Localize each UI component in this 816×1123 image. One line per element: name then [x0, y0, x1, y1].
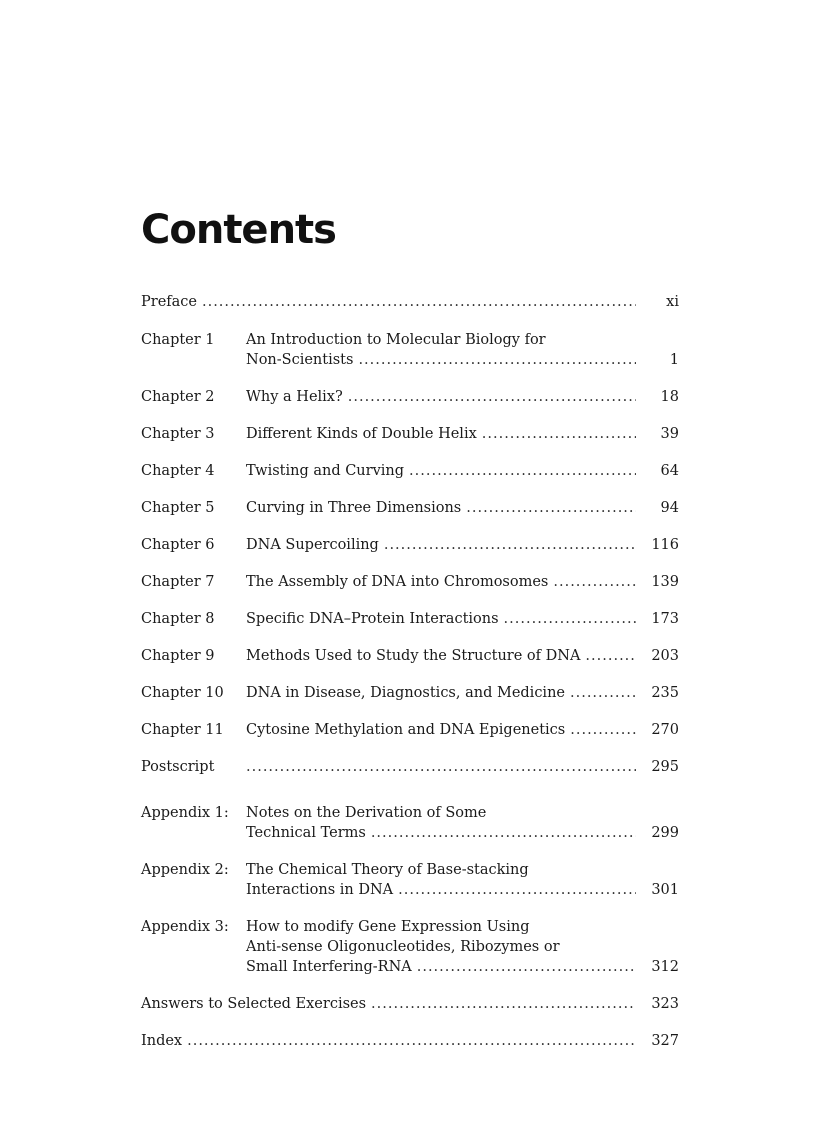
toc-entry-title: [246, 803, 636, 843]
toc-entry-title-line: Curving in Three Dimensions: [246, 500, 462, 516]
dot-leader: [409, 461, 636, 481]
toc-entry-label: Postscript: [141, 759, 215, 775]
toc-entry-last-line: [246, 498, 636, 518]
toc-entry-page-number: 1: [669, 352, 679, 368]
toc-entry-page-number: 139: [651, 574, 679, 590]
toc-entry[interactable]: [141, 609, 681, 629]
toc-entry-page-number: 64: [660, 463, 679, 479]
toc-entry-title-line: DNA in Disease, Diagnostics, and Medicine: [246, 685, 565, 701]
toc-entry[interactable]: [141, 535, 681, 555]
toc-entry-page-number: 235: [651, 685, 679, 701]
dot-leader: [384, 535, 636, 555]
toc-entry-label: Chapter 1: [141, 332, 215, 348]
toc-entry-last-line: [246, 424, 636, 444]
dot-leader: [371, 823, 636, 843]
toc-entry-title: [246, 424, 636, 444]
toc-entry-page-number: 327: [651, 1033, 679, 1049]
toc-entry-last-line: [246, 880, 636, 900]
toc-entry[interactable]: [141, 683, 681, 703]
toc-entry[interactable]: [141, 646, 681, 666]
toc-entry-page-number: 173: [651, 611, 679, 627]
toc-entry-label: Chapter 9: [141, 648, 215, 664]
dot-leader: [246, 757, 636, 777]
toc-entry-last-line: [141, 994, 636, 1014]
toc-entry-page-number: 299: [651, 825, 679, 841]
toc-entry-last-line: [141, 292, 636, 312]
toc-entry-title: [246, 860, 636, 900]
toc-entry-title-line: Index: [141, 1033, 183, 1049]
toc-entry-label: Chapter 6: [141, 537, 215, 553]
dot-leader: [570, 683, 636, 703]
toc-entry[interactable]: [141, 330, 681, 370]
toc-entry-label: Chapter 7: [141, 574, 215, 590]
toc-entry-label: Chapter 3: [141, 426, 215, 442]
dot-leader: [348, 387, 636, 407]
dot-leader: [371, 994, 636, 1014]
toc-entry-title-line: Notes on the Derivation of Some: [246, 805, 487, 821]
toc-entry-title-line: Interactions in DNA: [246, 882, 394, 898]
toc-entry-title-line: Technical Terms: [246, 825, 366, 841]
toc-entry-title-line: Preface: [141, 294, 197, 310]
toc-entry-title-line: Small Interfering-RNA: [246, 959, 412, 975]
toc-entry-title-line: Why a Helix?: [246, 389, 343, 405]
toc-entry[interactable]: [141, 757, 681, 777]
toc-entry-title: [246, 498, 636, 518]
toc-entry-last-line: [246, 957, 636, 977]
toc-entry[interactable]: [141, 424, 681, 444]
toc-entry[interactable]: [141, 917, 681, 977]
toc-entry-label: Appendix 2:: [141, 862, 229, 878]
toc-entry-last-line: [246, 387, 636, 407]
toc-entry-last-line: [246, 646, 636, 666]
toc-entry-title: [246, 330, 636, 370]
toc-entry-label: Chapter 4: [141, 463, 215, 479]
toc-entry-title-line: The Chemical Theory of Base-stacking: [246, 862, 529, 878]
toc-entry-label: Appendix 1:: [141, 805, 229, 821]
toc-entry-title-line: Specific DNA–Protein Interactions: [246, 611, 499, 627]
toc-entry[interactable]: [141, 1031, 681, 1051]
toc-entry-title-line: An Introduction to Molecular Biology for: [246, 332, 546, 348]
dot-leader: [585, 646, 636, 666]
toc-entry-last-line: [141, 1031, 636, 1051]
dot-leader: [570, 720, 636, 740]
toc-entry-title: [246, 646, 636, 666]
dot-leader: [417, 957, 636, 977]
toc-entry-title: [141, 292, 636, 312]
toc-entry-last-line: [246, 350, 636, 370]
toc-entry-title: [246, 757, 636, 777]
toc-entry-last-line: [246, 823, 636, 843]
dot-leader: [504, 609, 636, 629]
toc-entry-page-number: 270: [651, 722, 679, 738]
toc-entry-title: [246, 535, 636, 555]
toc-entry[interactable]: [141, 387, 681, 407]
toc-entry[interactable]: [141, 498, 681, 518]
dot-leader: [398, 880, 636, 900]
toc-entry-last-line: [246, 609, 636, 629]
dot-leader: [202, 292, 636, 312]
toc-entry-page-number: 94: [660, 500, 679, 516]
toc-entry-title: [246, 609, 636, 629]
toc-entry-page-number: 203: [651, 648, 679, 664]
toc-entry-page-number: 323: [651, 996, 679, 1012]
toc-entry-label: Chapter 10: [141, 685, 224, 701]
toc-entry-title: [246, 387, 636, 407]
toc-entry-page-number: 295: [651, 759, 679, 775]
toc-entry-page-number: 18: [660, 389, 679, 405]
toc-entry[interactable]: [141, 292, 681, 312]
page-title: Contents: [141, 207, 336, 253]
toc-entry-label: Chapter 5: [141, 500, 215, 516]
toc-entry-last-line: [246, 461, 636, 481]
toc-entry-title: [141, 994, 636, 1014]
toc-entry-title: [246, 572, 636, 592]
toc-entry-title: [246, 917, 636, 977]
toc-entry-last-line: [246, 572, 636, 592]
toc-entry-title-line: Non-Scientists: [246, 352, 354, 368]
toc-entry-title-line: How to modify Gene Expression Using: [246, 919, 530, 935]
dot-leader: [187, 1031, 636, 1051]
toc-entry-last-line: [246, 757, 636, 777]
toc-entry-last-line: [246, 535, 636, 555]
toc-entry-label: Chapter 8: [141, 611, 215, 627]
toc-entry-title-line: Different Kinds of Double Helix: [246, 426, 477, 442]
toc-entry-title-line: DNA Supercoiling: [246, 537, 379, 553]
toc-entry-label: Chapter 2: [141, 389, 215, 405]
toc-entry-title-line: The Assembly of DNA into Chromosomes: [246, 574, 549, 590]
toc-entry[interactable]: [141, 720, 681, 740]
toc-entry-title-line: Methods Used to Study the Structure of DNA: [246, 648, 581, 664]
toc-entry[interactable]: [141, 572, 681, 592]
toc-entry-page-number: 39: [660, 426, 679, 442]
toc-entry-title-line: Answers to Selected Exercises: [141, 996, 367, 1012]
toc-entry-title: [141, 1031, 636, 1051]
toc-entry-page-number: 116: [651, 537, 679, 553]
dot-leader: [358, 350, 636, 370]
toc-entry-label: Chapter 11: [141, 722, 224, 738]
dot-leader: [553, 572, 636, 592]
toc-entry[interactable]: [141, 860, 681, 900]
toc-entry-title-line: Anti-sense Oligonucleotides, Ribozymes or: [246, 939, 560, 955]
toc-entry[interactable]: [141, 994, 681, 1014]
toc-entry-last-line: [246, 720, 636, 740]
toc-entry-title: [246, 720, 636, 740]
dot-leader: [482, 424, 636, 444]
toc-entry[interactable]: [141, 803, 681, 843]
toc-entry-title-line: Cytosine Methylation and DNA Epigenetics: [246, 722, 566, 738]
toc-entry[interactable]: [141, 461, 681, 481]
toc-entry-title-line: Twisting and Curving: [246, 463, 405, 479]
toc-entry-page-number: xi: [666, 294, 679, 310]
toc-entry-label: Appendix 3:: [141, 919, 229, 935]
toc-entry-last-line: [246, 683, 636, 703]
toc-entry-page-number: 301: [651, 882, 679, 898]
toc-entry-page-number: 312: [651, 959, 679, 975]
toc-entry-title: [246, 683, 636, 703]
dot-leader: [466, 498, 636, 518]
toc-entry-title: [246, 461, 636, 481]
